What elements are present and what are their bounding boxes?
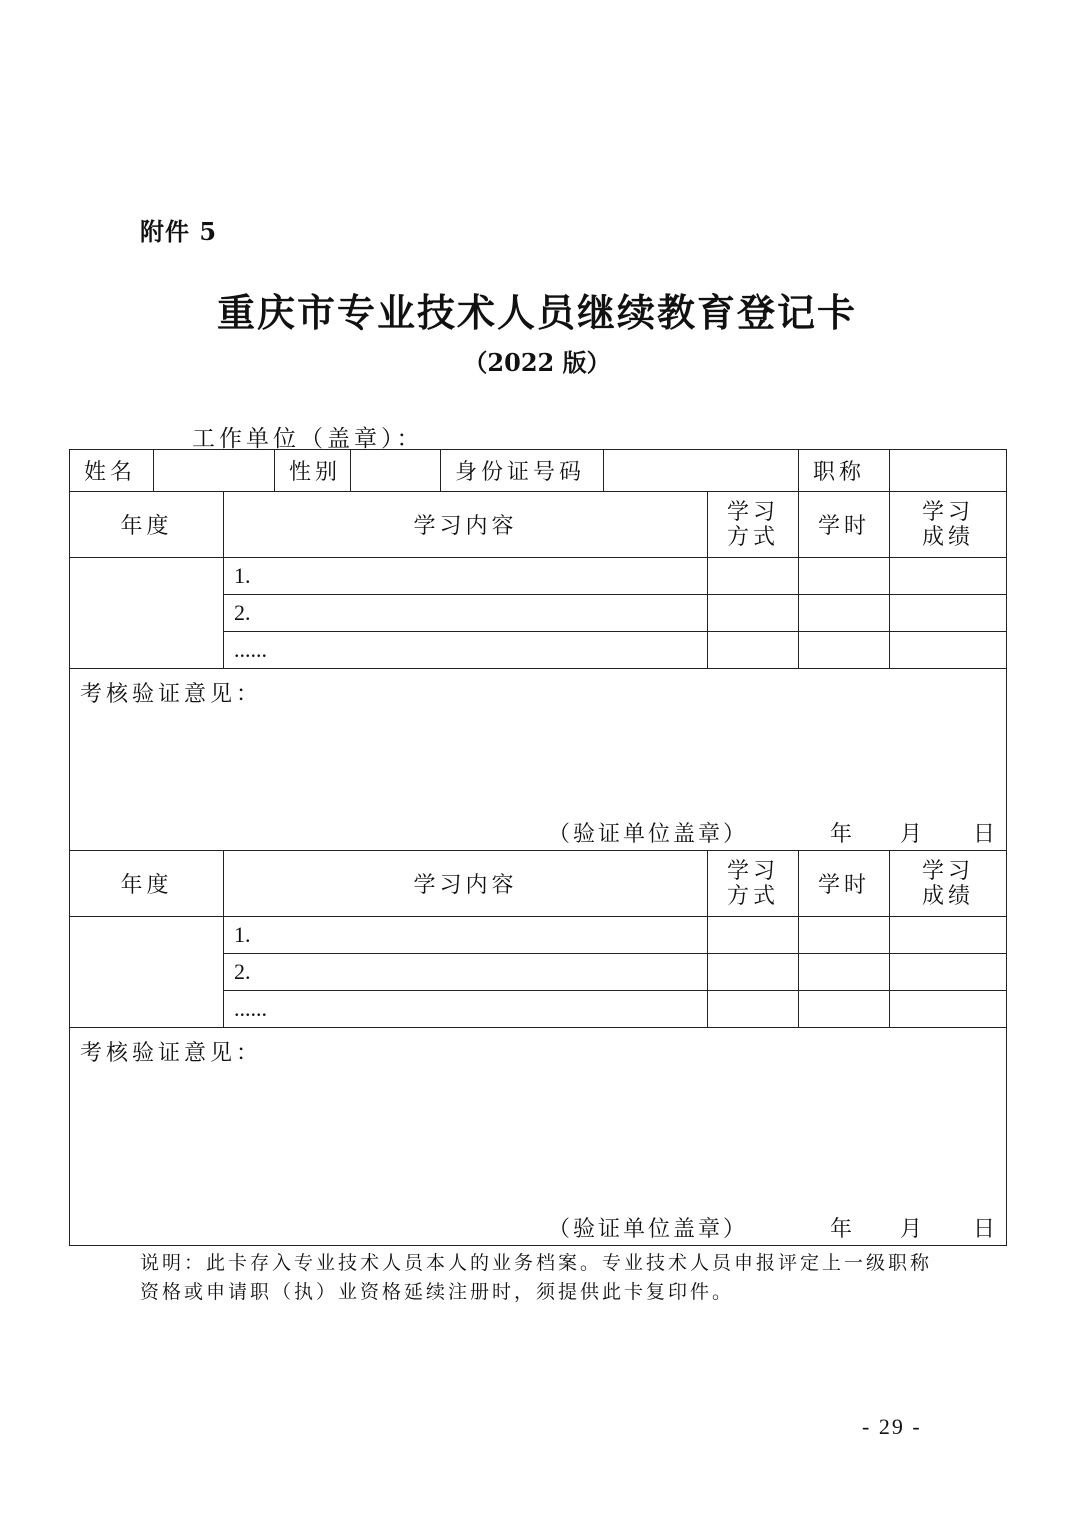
hours-field[interactable] (799, 595, 890, 632)
opinion-label: 考核验证意见： (80, 682, 263, 707)
id-number-label: 身份证号码 (441, 450, 604, 492)
month-label: 月 (900, 1217, 923, 1242)
score-header: 学习 成绩 (890, 492, 1007, 558)
page-number: - 29 - (862, 1414, 922, 1439)
item-number: 2. (224, 954, 708, 991)
year-field[interactable] (70, 558, 224, 669)
study-item-row (70, 917, 1007, 954)
method-field[interactable] (708, 558, 799, 595)
hours-field[interactable] (799, 632, 890, 669)
job-title-field[interactable] (890, 450, 1007, 492)
year-field[interactable] (70, 917, 224, 1028)
job-title-label: 职称 (799, 450, 890, 492)
score-field[interactable] (890, 558, 1007, 595)
method-field[interactable] (708, 595, 799, 632)
hours-header: 学时 (799, 851, 890, 917)
item-number: 2. (224, 595, 708, 632)
opinion-row (70, 1028, 1007, 1246)
explanation-note (140, 1249, 960, 1307)
id-number-field[interactable] (604, 450, 799, 492)
score-field[interactable] (890, 632, 1007, 669)
item-ellipsis: ...... (224, 991, 708, 1028)
score-header: 学习 成绩 (890, 851, 1007, 917)
item-number: 1. (224, 917, 708, 954)
work-unit-label: 工作单位（盖章）： (192, 426, 424, 452)
gender-field[interactable] (351, 450, 441, 492)
name-field[interactable] (154, 450, 275, 492)
opinion-label: 考核验证意见： (80, 1041, 263, 1066)
section-header-row (70, 492, 1007, 558)
note-line: 资格或申请职（执）业资格延续注册时，须提供此卡复印件。 (140, 1281, 735, 1303)
gender-label: 性别 (275, 450, 351, 492)
verification-opinion-box[interactable] (70, 1028, 1007, 1246)
seal-label: （验证单位盖章） (548, 822, 749, 847)
year-header: 年度 (70, 851, 224, 917)
edition-label: （2022 版） (463, 348, 611, 377)
method-header: 学习 方式 (708, 492, 799, 558)
day-label: 日 (973, 822, 996, 847)
method-field[interactable] (708, 917, 799, 954)
method-field[interactable] (708, 954, 799, 991)
score-field[interactable] (890, 954, 1007, 991)
hours-field[interactable] (799, 558, 890, 595)
page-title: 重庆市专业技术人员继续教育登记卡 (216, 290, 857, 335)
study-item-row (70, 558, 1007, 595)
score-field[interactable] (890, 595, 1007, 632)
year-label: 年 (830, 822, 853, 847)
year-label: 年 (830, 1217, 853, 1242)
opinion-row (70, 669, 1007, 851)
attachment-label: 附件 5 (140, 217, 218, 246)
hours-header: 学时 (799, 492, 890, 558)
item-number: 1. (224, 558, 708, 595)
year-header: 年度 (70, 492, 224, 558)
day-label: 日 (973, 1217, 996, 1242)
method-header: 学习 方式 (708, 851, 799, 917)
hours-field[interactable] (799, 954, 890, 991)
method-field[interactable] (708, 991, 799, 1028)
method-field[interactable] (708, 632, 799, 669)
score-field[interactable] (890, 917, 1007, 954)
score-field[interactable] (890, 991, 1007, 1028)
personal-info-row (70, 450, 1007, 492)
month-label: 月 (900, 822, 923, 847)
verification-opinion-box[interactable] (70, 669, 1007, 851)
name-label: 姓名 (70, 450, 154, 492)
hours-field[interactable] (799, 991, 890, 1028)
section-header-row (70, 851, 1007, 917)
note-line: 说明：此卡存入专业技术人员本人的业务档案。专业技术人员申报评定上一级职称 (140, 1252, 933, 1274)
registration-card-table (69, 449, 1007, 1246)
content-header: 学习内容 (224, 492, 708, 558)
item-ellipsis: ...... (224, 632, 708, 669)
content-header: 学习内容 (224, 851, 708, 917)
seal-label: （验证单位盖章） (548, 1217, 749, 1242)
hours-field[interactable] (799, 917, 890, 954)
